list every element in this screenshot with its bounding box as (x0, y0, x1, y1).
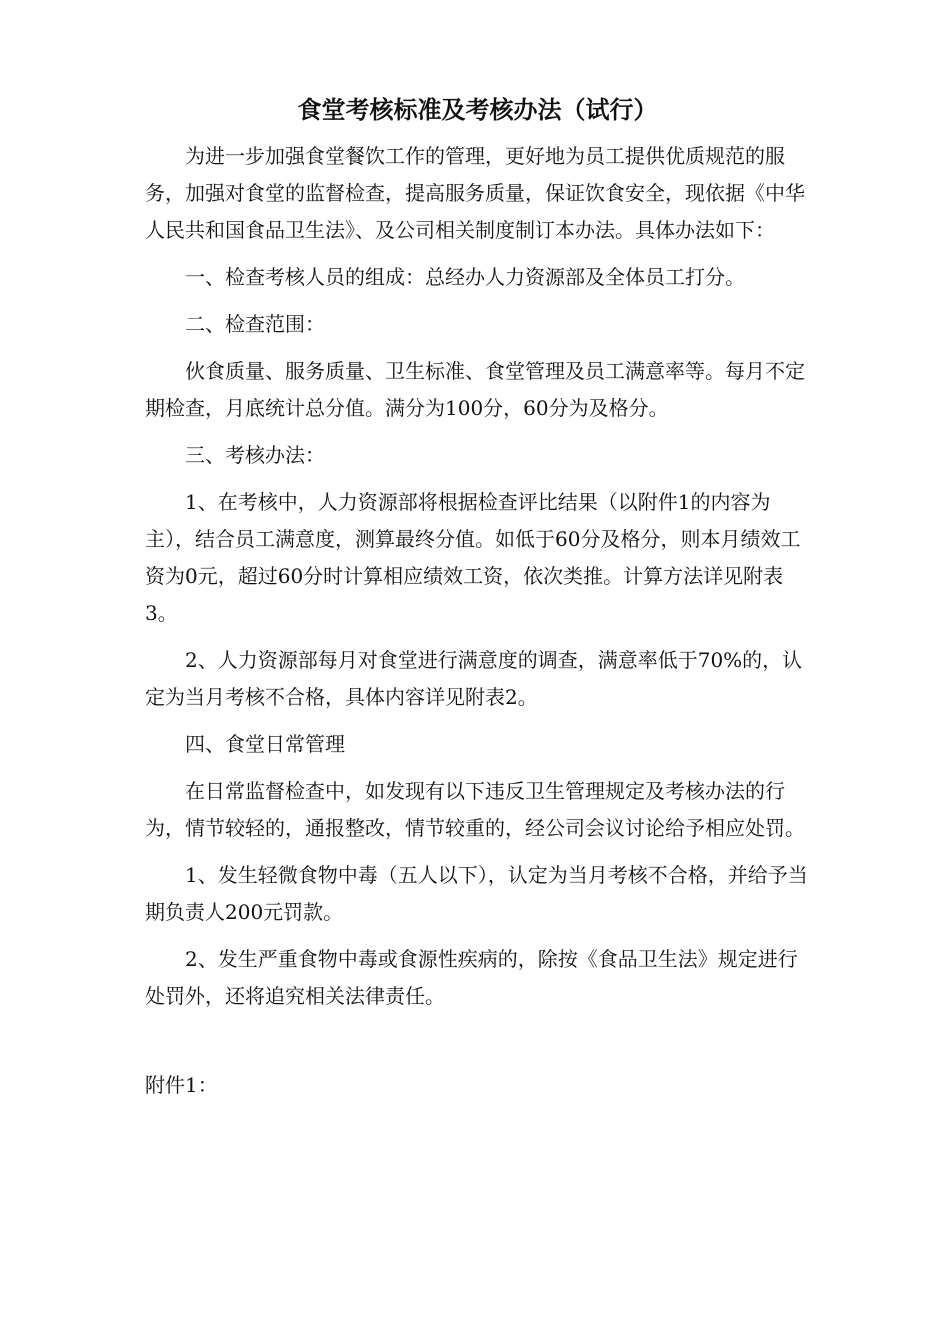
section-4-item-1: 1、发生轻微食物中毒（五人以下），认定为当月考核不合格，并给予当期负责人200元罚款。 (145, 863, 808, 924)
section-4-heading: 四、食堂日常管理 (185, 732, 345, 756)
annex-label: 附件1： (145, 1073, 218, 1097)
section-4-intro: 在日常监督检查中，如发现有以下违反卫生管理规定及考核办法的行为，情节较轻的，通报整改，情节较重的，经公司会议讨论给予相应处罚。 (145, 779, 805, 840)
section-4-item-2: 2、发生严重食物中毒或食源性疾病的，除按《食品卫生法》规定进行处罚外，还将追究相关法律责任。 (145, 947, 798, 1008)
section-3-item-1: 1、在考核中，人力资源部将根据检查评比结果（以附件1的内容为主），结合员工满意度，测算最终分值。如低于60分及格分，则本月绩效工资为0元，超过60分时计算相应绩效工资，依次类推。计算方法详见附表3。 (145, 490, 801, 625)
section-2-body: 伙食质量、服务质量、卫生标准、食堂管理及员工满意率等。每月不定期检查，月底统计总分值。满分为100分，60分为及格分。 (145, 359, 805, 420)
section-2-heading: 二、检查范围： (185, 312, 325, 336)
page-spacer (145, 1025, 810, 1067)
document-page (145, 90, 810, 1104)
intro-paragraph: 为进一步加强食堂餐饮工作的管理，更好地为员工提供优质规范的服务，加强对食堂的监督检查，提高服务质量，保证饮食安全，现依据《中华人民共和国食品卫生法》、及公司相关制度制订本办法。具体办法如下： (145, 144, 805, 242)
section-3-item-2: 2、人力资源部每月对食堂进行满意度的调查，满意率低于70%的，认定为当月考核不合格，具体内容详见附表2。 (145, 648, 803, 709)
section-1-text: 一、检查考核人员的组成：总经办人力资源部及全体员工打分。 (185, 265, 745, 289)
section-3-heading: 三、考核办法： (185, 443, 325, 467)
document-title: 食堂考核标准及考核办法（试行） (297, 96, 658, 124)
